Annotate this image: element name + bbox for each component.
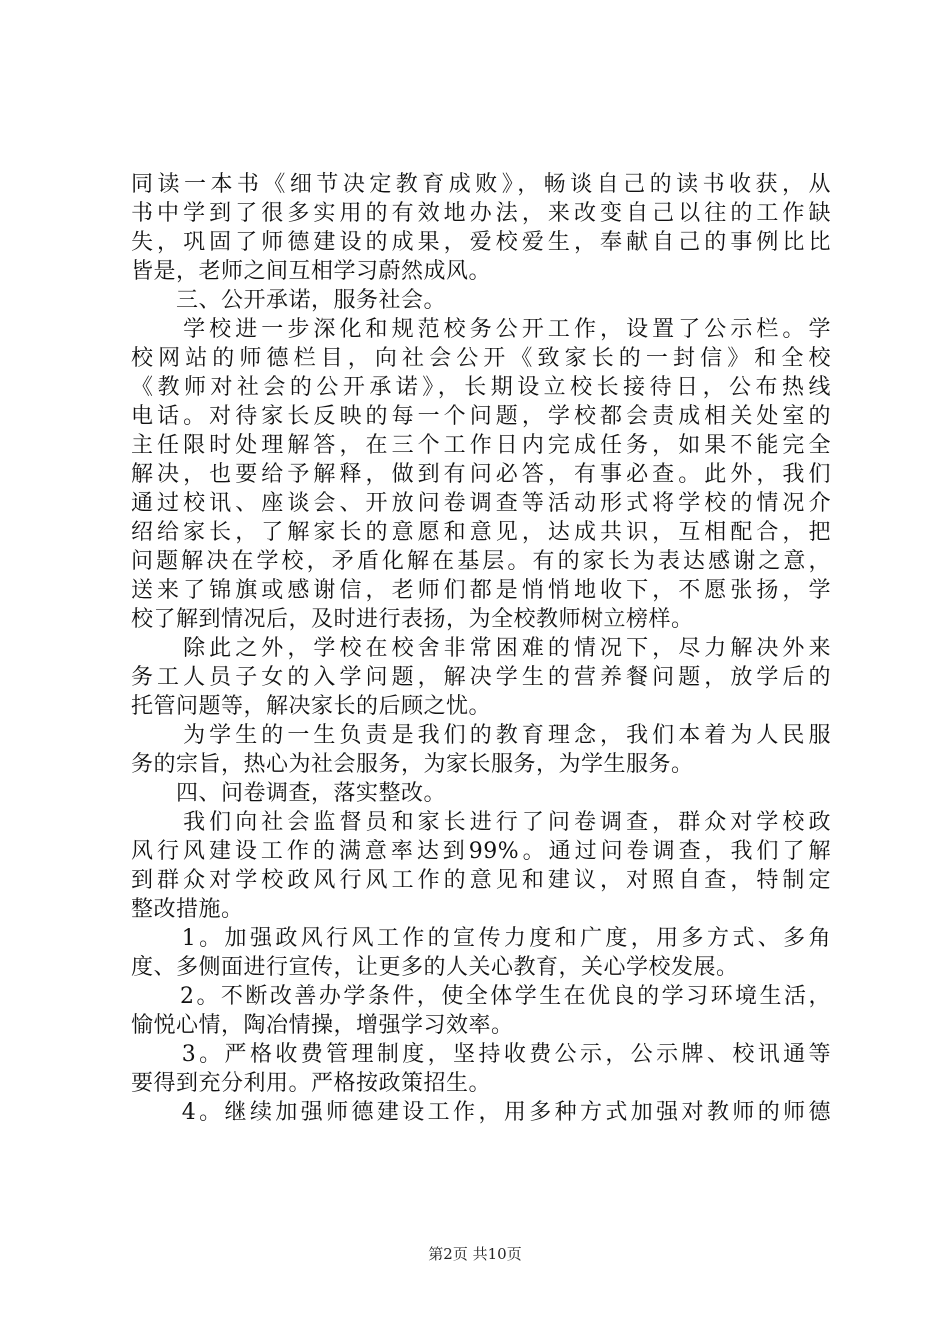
text-line: 主任限时处理解答，在三个工作日内完成任务，如果不能完全 <box>131 433 831 458</box>
text-line: 3。严格收费管理制度，坚持收费公示，公示牌、校讯通等 <box>131 1042 831 1067</box>
text-line: 4。继续加强师德建设工作，用多种方式加强对教师的师德 <box>131 1100 831 1125</box>
text-line: 书中学到了很多实用的有效地办法，来改变自己以往的工作缺 <box>131 201 831 226</box>
text-line: 务的宗旨，热心为社会服务，为家长服务，为学生服务。 <box>131 752 694 777</box>
text-line: 电话。对待家长反映的每一个问题，学校都会责成相关处室的 <box>131 404 831 429</box>
text-line: 送来了锦旗或感谢信，老师们都是悄悄地收下，不愿张扬，学 <box>131 578 831 603</box>
text-line: 除此之外，学校在校舍非常困难的情况下，尽力解决外来 <box>131 636 831 661</box>
text-line: 《教师对社会的公开承诺》，长期设立校长接待日，公布热线 <box>131 375 831 400</box>
text-line: 务工人员子女的入学问题，解决学生的营养餐问题，放学后的 <box>131 665 831 690</box>
text-line: 失，巩固了师德建设的成果，爱校爱生，奉献自己的事例比比 <box>131 230 831 255</box>
text-line: 风行风建设工作的满意率达到99%。通过问卷调查，我们了解 <box>131 839 831 864</box>
document-body <box>131 170 831 1127</box>
text-line: 校网站的师德栏目，向社会公开《致家长的一封信》和全校 <box>131 346 831 371</box>
text-line: 解决，也要给予解释，做到有问必答，有事必查。此外，我们 <box>131 462 831 487</box>
text-line: 皆是，老师之间互相学习蔚然成风。 <box>131 259 492 284</box>
text-line: 绍给家长，了解家长的意愿和意见，达成共识，互相配合，把 <box>131 520 831 545</box>
text-line: 三、公开承诺，服务社会。 <box>131 288 447 313</box>
text-line: 2。不断改善办学条件，使全体学生在优良的学习环境生活， <box>131 984 831 1009</box>
text-line: 整改措施。 <box>131 897 244 922</box>
text-line: 通过校讯、座谈会、开放问卷调查等活动形式将学校的情况介 <box>131 491 831 516</box>
text-line: 要得到充分利用。严格按政策招生。 <box>131 1071 492 1096</box>
text-line: 为学生的一生负责是我们的教育理念，我们本着为人民服 <box>131 723 831 748</box>
text-line: 到群众对学校政风行风工作的意见和建议，对照自查，特制定 <box>131 868 831 893</box>
text-line: 四、问卷调查，落实整改。 <box>131 781 447 806</box>
text-line: 校了解到情况后，及时进行表扬，为全校教师树立榜样。 <box>131 607 694 632</box>
text-line: 度、多侧面进行宣传，让更多的人关心教育，关心学校发展。 <box>131 955 739 980</box>
text-line: 我们向社会监督员和家长进行了问卷调查，群众对学校政 <box>131 810 831 835</box>
text-line: 问题解决在学校，矛盾化解在基层。有的家长为表达感谢之意， <box>131 549 831 574</box>
text-line: 学校进一步深化和规范校务公开工作，设置了公示栏。学 <box>131 317 831 342</box>
text-line: 1。加强政风行风工作的宣传力度和广度，用多方式、多角 <box>131 926 831 951</box>
text-line: 愉悦心情，陶冶情操，增强学习效率。 <box>131 1013 514 1038</box>
page-footer: 第2页 共10页 <box>428 1245 522 1263</box>
text-line: 同读一本书《细节决定教育成败》，畅谈自己的读书收获，从 <box>131 172 831 197</box>
text-line: 托管问题等，解决家长的后顾之忧。 <box>131 694 492 719</box>
